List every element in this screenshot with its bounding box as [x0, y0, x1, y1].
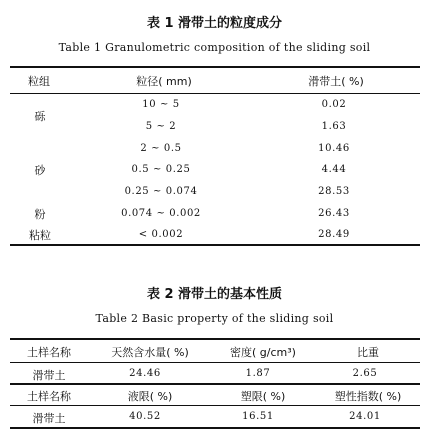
table2-header-density: 密度( g/cm³)	[230, 346, 296, 359]
table2-bottom-rule	[10, 427, 420, 429]
table2-row2-plasticity-index: 24.01	[349, 411, 381, 422]
table1-title-cn: 表 1 滑带土的粒度成分	[146, 16, 283, 31]
row-size: 2 ~ 0.5	[140, 143, 182, 154]
table1-header-rule	[10, 93, 420, 94]
table2-header2-sample: 土样名称	[27, 390, 71, 403]
table2-row2-plastic-limit: 16.51	[242, 411, 274, 422]
table2-header2-plasticity-index: 塑性指数( %)	[334, 390, 402, 403]
table1-top-rule	[10, 66, 420, 68]
row-value: 1.63	[321, 121, 347, 132]
table2-header-specific-gravity: 比重	[357, 346, 379, 359]
table2-header1-rule	[10, 362, 420, 363]
table2-row1-moisture: 24.46	[129, 368, 161, 379]
table2-row2-liquid-limit: 40.52	[129, 411, 161, 422]
row-size: 0.25 ~ 0.074	[124, 186, 198, 197]
table1-bottom-rule	[10, 244, 420, 246]
table2-row1-density: 1.87	[245, 368, 271, 379]
table2-middle-rule	[10, 383, 420, 385]
table2-header-moisture: 天然含水量( %)	[111, 346, 189, 359]
row-size: 10 ~ 5	[142, 99, 180, 110]
table2-header2-rule	[10, 405, 420, 406]
row-value: 26.43	[318, 208, 350, 219]
row-value: 10.46	[318, 143, 350, 154]
table2-header2-liquid-limit: 液限( %)	[127, 390, 173, 403]
table2-top-rule	[10, 338, 420, 340]
group-clay: 粘粒	[29, 229, 51, 242]
table1-header-content: 滑带土( %)	[308, 75, 364, 88]
row-value: 28.49	[318, 229, 350, 240]
group-silt: 粉	[34, 208, 46, 221]
table1-header-group: 粒组	[28, 75, 50, 88]
row-value: 4.44	[321, 164, 347, 175]
table2-row1-sample: 滑带土	[32, 369, 66, 382]
table2-row1-specific-gravity: 2.65	[352, 368, 378, 379]
group-gravel: 砾	[34, 110, 46, 123]
table1-header-size: 粒径( mm)	[136, 75, 192, 88]
row-size: 0.5 ~ 0.25	[131, 164, 191, 175]
row-size: < 0.002	[138, 229, 184, 240]
table2-header-sample: 土样名称	[27, 346, 71, 359]
row-value: 0.02	[321, 99, 347, 110]
row-size: 5 ~ 2	[145, 121, 177, 132]
group-sand: 砂	[34, 164, 46, 177]
table1-title-en: Table 1 Granulometric composition of the sliding soil	[58, 41, 371, 54]
table2-title-cn: 表 2 滑带土的基本性质	[146, 287, 283, 302]
row-value: 28.53	[318, 186, 350, 197]
table2-title-en: Table 2 Basic property of the sliding soil	[95, 312, 334, 325]
row-size: 0.074 ~ 0.002	[121, 208, 201, 219]
table2-row2-sample: 滑带土	[32, 412, 66, 425]
table2-header2-plastic-limit: 塑限( %)	[240, 390, 286, 403]
